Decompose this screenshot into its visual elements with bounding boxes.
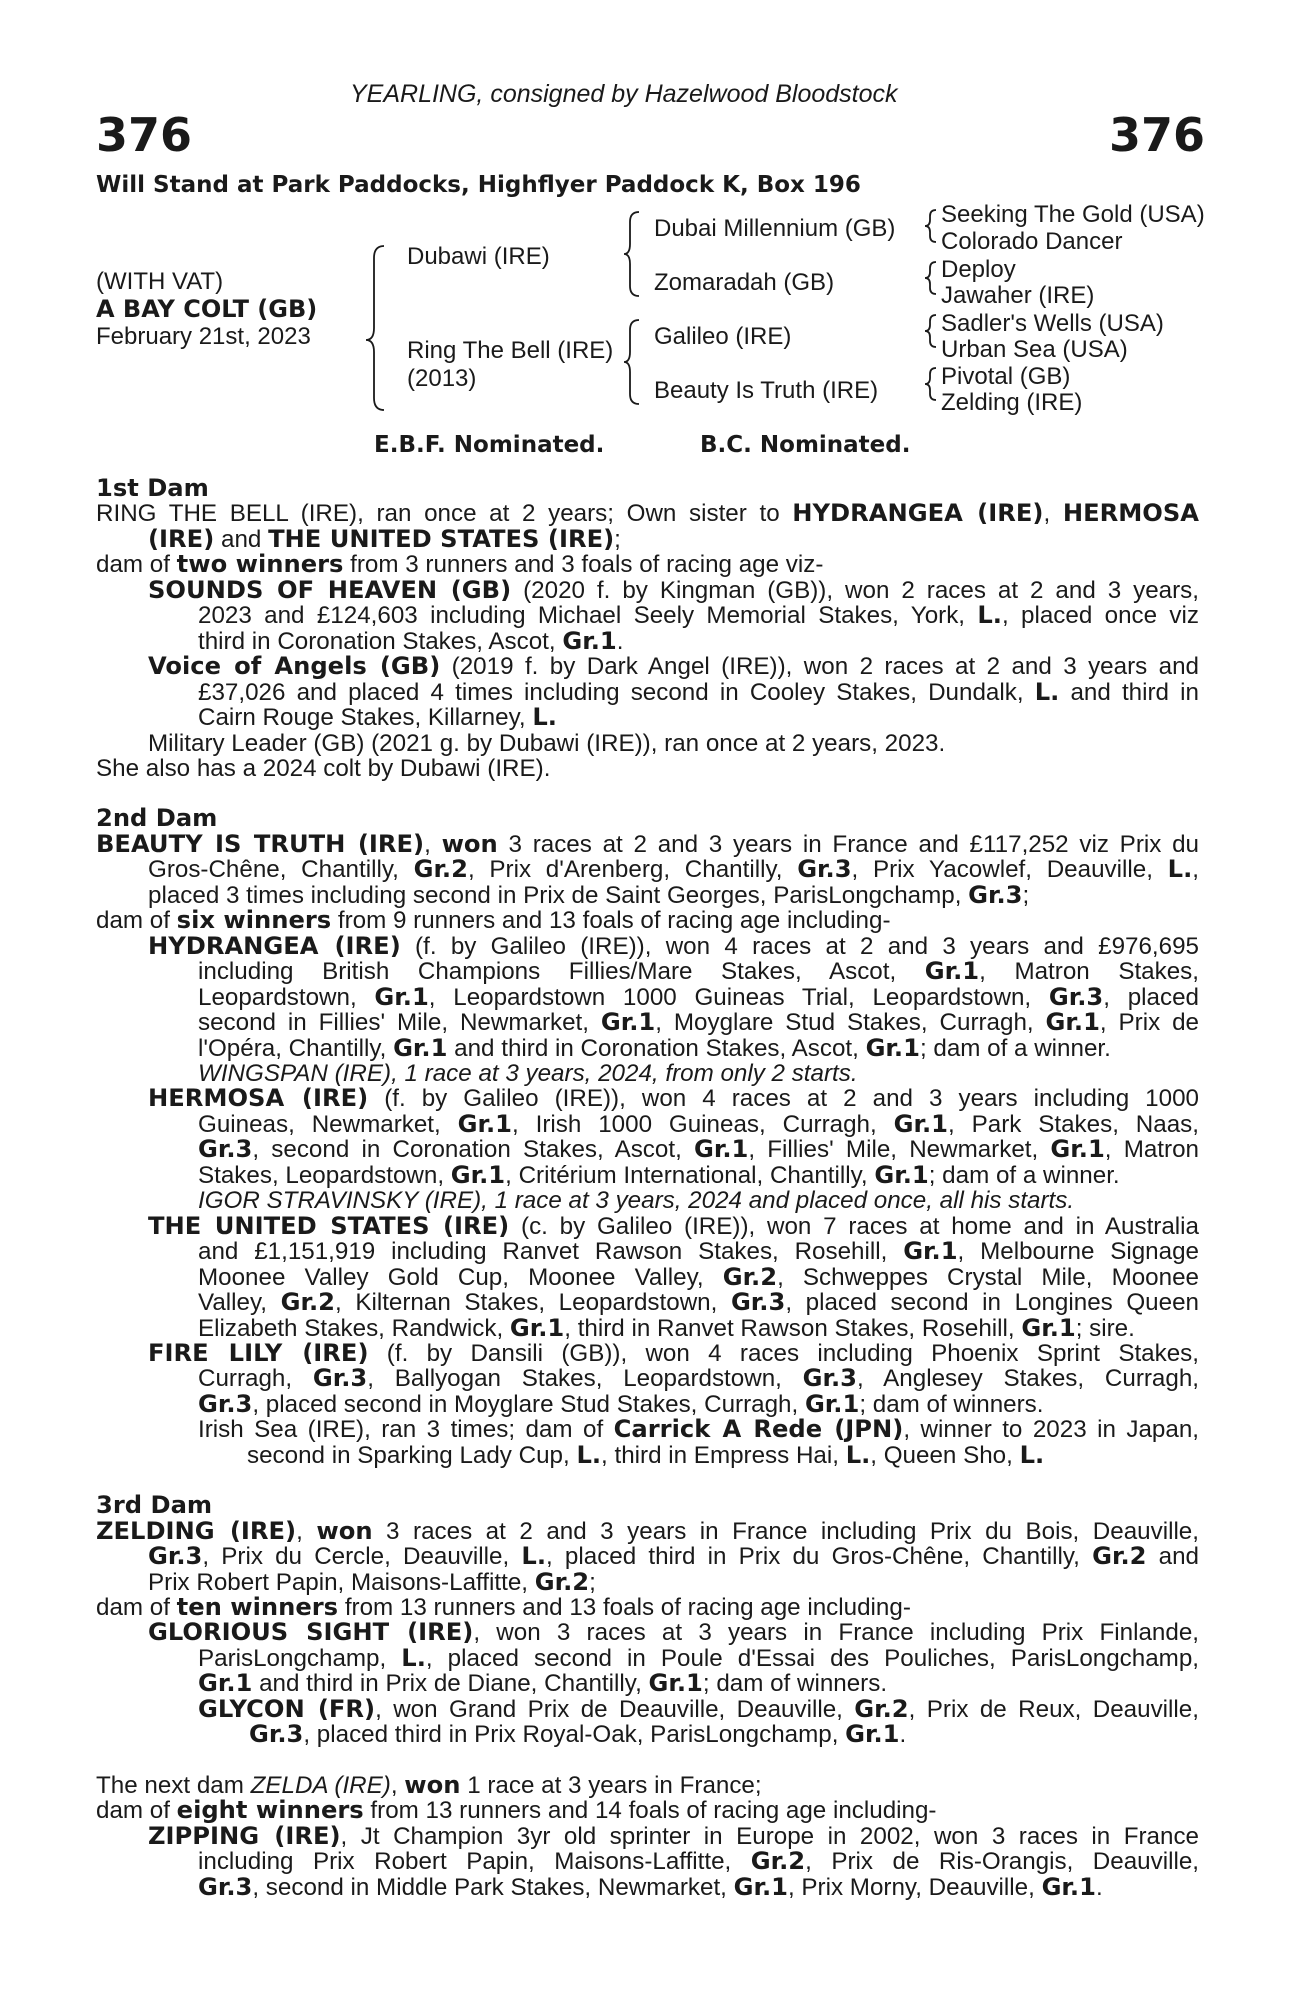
bc-nomination: B.C. Nominated.: [700, 432, 911, 458]
dam-name: Ring The Bell (IRE): [407, 337, 614, 364]
third-dam-produce-summary: dam of ten winners from 13 runners and 13 foals of racing age including-: [96, 1593, 911, 1622]
dam-dam: Beauty Is Truth (IRE): [654, 377, 879, 404]
produce-entry: Gr.3, placed second in Moyglare Stud Stakes, Curragh, Gr.1; dam of winners.: [198, 1389, 1044, 1418]
bracket-main: [366, 246, 384, 410]
produce-entry: ZIPPING (IRE), Jt Champion 3yr old sprinter in Europe in 2002, won 3 races in France: [148, 1821, 1199, 1850]
ggp-3: Deploy: [941, 256, 1016, 283]
produce-entry: Gr.3, second in Coronation Stakes, Ascot, Gr.1, Fillies' Mile, Newmarket, Gr.1, Matron: [198, 1135, 1199, 1164]
bracket-ggp3: [925, 315, 936, 347]
first-dam-line: RING THE BELL (IRE), ran once at 2 years; Own sister to HYDRANGEA (IRE), HERMOSA: [96, 499, 1199, 528]
second-dam-line: Gros-Chêne, Chantilly, Gr.2, Prix d'Arenberg, Chantilly, Gr.3, Prix Yacowlef, Deauville, L.,: [148, 855, 1199, 884]
lot-number-left: 376: [96, 108, 193, 162]
produce-entry: HERMOSA (IRE) (f. by Galileo (IRE)), won 4 races at 2 and 3 years including 1000: [148, 1084, 1199, 1113]
produce-entry: including Prix Robert Papin, Maisons-Laffitte, Gr.2, Prix de Ris-Orangis, Deauville,: [198, 1847, 1199, 1876]
produce-entry: WINGSPAN (IRE), 1 race at 3 years, 2024, from only 2 starts.: [198, 1059, 858, 1087]
produce-entry: including British Champions Fillies/Mare Stakes, Ascot, Gr.1, Matron Stakes,: [198, 957, 1199, 986]
produce-entry: l'Opéra, Chantilly, Gr.1 and third in Coronation Stakes, Ascot, Gr.1; dam of a winner.: [198, 1033, 1111, 1062]
ggp-1: Seeking The Gold (USA): [941, 201, 1205, 228]
produce-entry: Valley, Gr.2, Kilternan Stakes, Leopardstown, Gr.3, placed second in Longines Queen: [198, 1288, 1199, 1317]
produce-entry: Curragh, Gr.3, Ballyogan Stakes, Leopardstown, Gr.3, Anglesey Stakes, Curragh,: [198, 1364, 1200, 1393]
next-dam-produce-summary: dam of eight winners from 13 runners and 14 foals of racing age including-: [96, 1796, 937, 1825]
produce-entry: GLYCON (FR), won Grand Prix de Deauville, Deauville, Gr.2, Prix de Reux, Deauville,: [198, 1694, 1199, 1723]
second-dam-produce-summary: dam of six winners from 9 runners and 13 foals of racing age including-: [96, 906, 891, 935]
produce-entry: Irish Sea (IRE), ran 3 times; dam of Carrick A Rede (JPN), winner to 2023 in Japan,: [198, 1415, 1199, 1444]
produce-entry: 2023 and £124,603 including Michael Seely Memorial Stakes, York, L., placed once viz: [198, 601, 1199, 630]
bracket-ggp4: [925, 368, 936, 400]
produce-note: She also has a 2024 colt by Dubawi (IRE).: [96, 754, 551, 782]
dam-year: (2013): [407, 365, 477, 392]
lot-number-right: 376: [1108, 108, 1205, 162]
horse-name: A BAY COLT (GB): [96, 295, 318, 323]
produce-entry: Military Leader (GB) (2021 g. by Dubawi (IRE)), ran once at 2 years, 2023.: [148, 729, 946, 757]
ggp-5: Sadler's Wells (USA): [941, 310, 1164, 337]
produce-entry: Gr.3, second in Middle Park Stakes, Newmarket, Gr.1, Prix Morny, Deauville, Gr.1.: [198, 1872, 1103, 1901]
second-dam-line: BEAUTY IS TRUTH (IRE), won 3 races at 2 and 3 years in France and £117,252 viz Prix du: [96, 829, 1199, 858]
produce-entry: FIRE LILY (IRE) (f. by Dansili (GB)), won 4 races including Phoenix Sprint Stakes,: [148, 1338, 1199, 1367]
produce-entry: Voice of Angels (GB) (2019 f. by Dark Angel (IRE)), won 2 races at 2 and 3 years and: [148, 652, 1199, 681]
produce-entry: Moonee Valley Gold Cup, Moonee Valley, Gr.2, Schweppes Crystal Mile, Moonee: [198, 1262, 1199, 1291]
produce-entry: THE UNITED STATES (IRE) (c. by Galileo (IRE)), won 7 races at home and in Australia: [148, 1211, 1199, 1240]
produce-entry: HYDRANGEA (IRE) (f. by Galileo (IRE)), won 4 races at 2 and 3 years and £976,695: [148, 931, 1199, 960]
ggp-8: Zelding (IRE): [941, 389, 1083, 416]
ggp-4: Jawaher (IRE): [941, 282, 1095, 309]
third-dam-line: Gr.3, Prix du Cercle, Deauville, L., placed third in Prix du Gros-Chêne, Chantilly, Gr.2 and: [148, 1542, 1200, 1571]
produce-entry: third in Coronation Stakes, Ascot, Gr.1.: [198, 626, 624, 655]
ggp-6: Urban Sea (USA): [941, 336, 1128, 363]
produce-entry: Gr.3, placed third in Prix Royal-Oak, ParisLongchamp, Gr.1.: [249, 1720, 907, 1749]
first-dam-produce-summary: dam of two winners from 3 runners and 3 foals of racing age viz-: [96, 550, 824, 579]
produce-entry: Stakes, Leopardstown, Gr.1, Critérium International, Chantilly, Gr.1; dam of a winner.: [198, 1160, 1120, 1189]
dam-sire: Galileo (IRE): [654, 323, 792, 350]
second-dam-line: placed 3 times including second in Prix de Saint Georges, ParisLongchamp, Gr.3;: [148, 880, 1030, 909]
produce-entry: ParisLongchamp, L., placed second in Poule d'Essai des Pouliches, ParisLongchamp,: [198, 1643, 1199, 1672]
second-dam-heading: 2nd Dam: [96, 804, 218, 833]
produce-entry: Gr.1 and third in Prix de Diane, Chantilly, Gr.1; dam of winners.: [198, 1669, 888, 1698]
ggp-2: Colorado Dancer: [941, 228, 1123, 255]
catalogue-body: [96, 476, 1199, 1900]
produce-entry: Guineas, Newmarket, Gr.1, Irish 1000 Guineas, Curragh, Gr.1, Park Stakes, Naas,: [198, 1109, 1199, 1138]
ggp-7: Pivotal (GB): [941, 363, 1071, 390]
bracket-ggp2: [925, 262, 936, 294]
produce-entry: second in Fillies' Mile, Newmarket, Gr.1, Moyglare Stud Stakes, Curragh, Gr.1, Prix de: [198, 1008, 1200, 1037]
sire-name: Dubawi (IRE): [407, 243, 550, 270]
produce-entry: Leopardstown, Gr.1, Leopardstown 1000 Guineas Trial, Leopardstown, Gr.3, placed: [198, 982, 1199, 1011]
produce-entry: SOUNDS OF HEAVEN (GB) (2020 f. by Kingman (GB)), won 2 races at 2 and 3 years,: [148, 575, 1199, 604]
first-dam-heading: 1st Dam: [96, 474, 209, 502]
produce-entry: and £1,151,919 including Ranvet Rawson Stakes, Rosehill, Gr.1, Melbourne Signage: [198, 1237, 1199, 1266]
page-subtitle: YEARLING, consigned by Hazelwood Bloodstock: [350, 80, 898, 108]
first-dam-line: (IRE) and THE UNITED STATES (IRE);: [148, 524, 621, 553]
produce-entry: £37,026 and placed 4 times including second in Cooley Stakes, Dundalk, L. and third in: [198, 677, 1199, 706]
next-dam-line: The next dam ZELDA (IRE), won 1 race at 3 years in France;: [96, 1770, 762, 1799]
sire-dam: Zomaradah (GB): [654, 269, 835, 296]
vat-note: (WITH VAT): [96, 268, 224, 295]
stand-location: Will Stand at Park Paddocks, Highflyer Paddock K, Box 196: [96, 172, 861, 198]
produce-entry: IGOR STRAVINSKY (IRE), 1 race at 3 years, 2024 and placed once, all his starts.: [198, 1187, 1075, 1215]
third-dam-line: ZELDING (IRE), won 3 races at 2 and 3 years in France including Prix du Bois, Deauville,: [96, 1516, 1199, 1545]
third-dam-heading: 3rd Dam: [96, 1491, 213, 1520]
bracket-dam: [624, 320, 639, 404]
produce-entry: Elizabeth Stakes, Randwick, Gr.1, third in Ranvet Rawson Stakes, Rosehill, Gr.1; sire.: [198, 1313, 1135, 1342]
produce-entry: second in Sparking Lady Cup, L., third in Empress Hai, L., Queen Sho, L.: [247, 1440, 1045, 1469]
bracket-ggp1: [925, 210, 936, 242]
sire-sire: Dubai Millennium (GB): [654, 215, 896, 242]
bracket-sire: [624, 212, 639, 296]
produce-entry: GLORIOUS SIGHT (IRE), won 3 races at 3 years in France including Prix Finlande,: [148, 1618, 1199, 1647]
foaling-date: February 21st, 2023: [96, 323, 311, 350]
third-dam-line: Prix Robert Papin, Maisons-Laffitte, Gr.2;: [148, 1567, 596, 1596]
ebf-nomination: E.B.F. Nominated.: [374, 432, 605, 458]
produce-entry: Cairn Rouge Stakes, Killarney, L.: [198, 703, 557, 732]
